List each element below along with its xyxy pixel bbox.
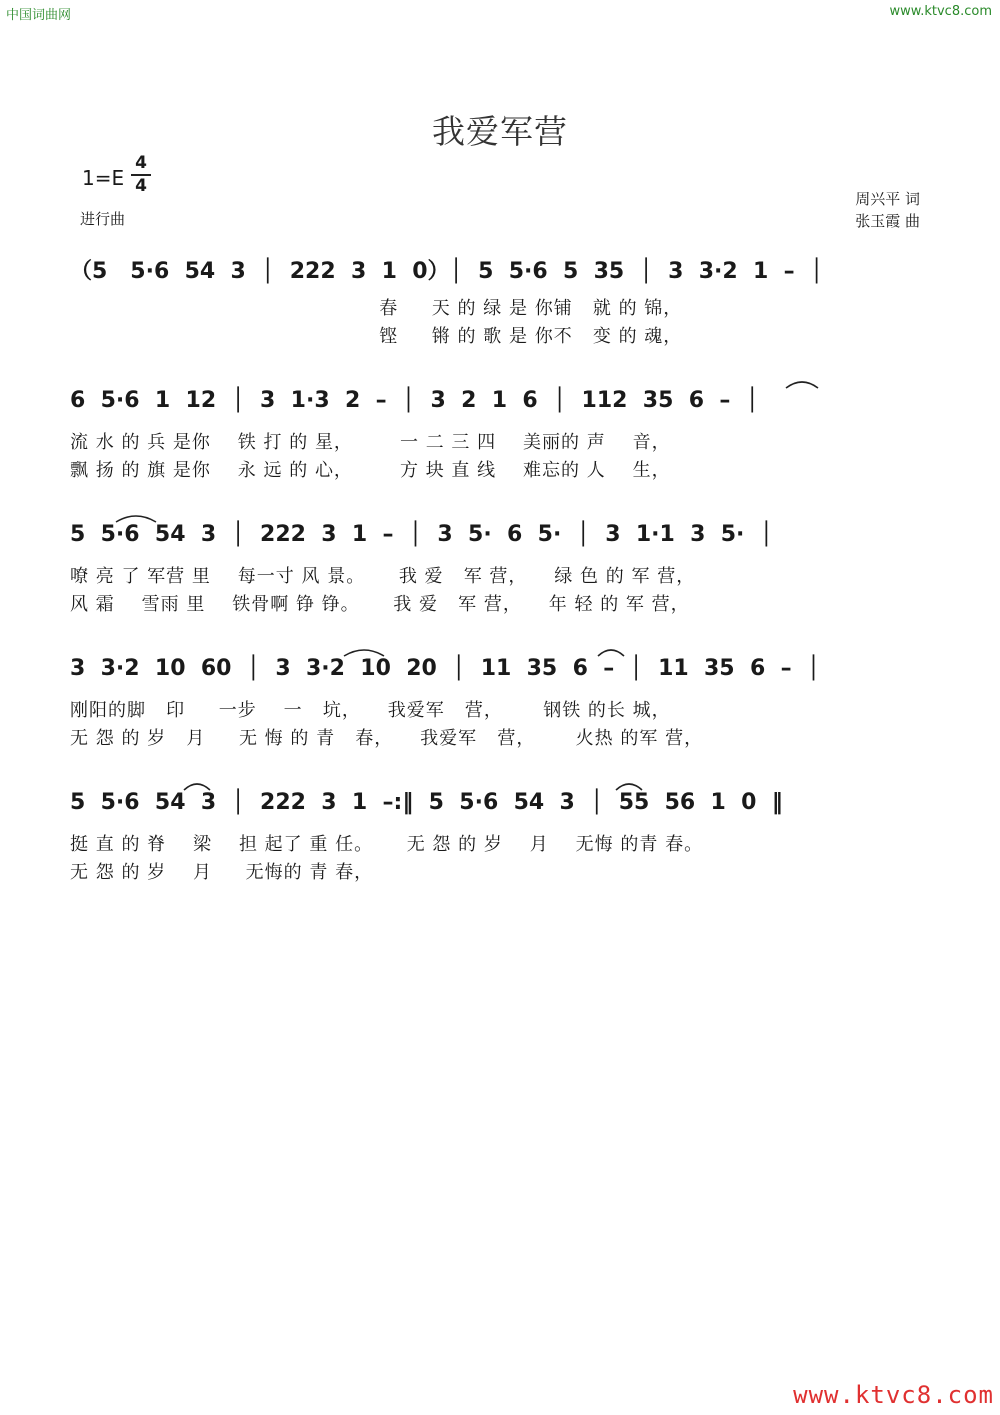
lyrics-verse-2: 铿 锵 的 歌 是 你不 变 的 魂，	[70, 326, 683, 347]
score-row-2	[70, 386, 930, 486]
key-signature: 1=E	[82, 166, 125, 190]
slur-mark	[784, 378, 820, 390]
site-name: 中国词曲网	[6, 8, 72, 23]
time-signature	[131, 154, 151, 196]
composer-credit: 张玉霞 曲	[855, 212, 920, 230]
slur-mark	[114, 512, 158, 524]
lyrics-verse-1: 流 水 的 兵 是你 铁 打 的 星， 一 二 三 四 美丽的 声 音，	[70, 432, 671, 453]
notation-line: 5 5·6 54 3 │ 222 3 1 –:‖ 5 5·6 54 3 │ 55 56 1 0 ‖	[70, 790, 783, 815]
lyrics-verse-1: 嘹 亮 了 军营 里 每一寸 风 景。 我 爱 军 营， 绿 色 的 军 营，	[70, 566, 696, 587]
slur-mark	[342, 646, 386, 658]
lyrics-verse-2: 无 怨 的 岁 月 无悔的 青 春，	[70, 862, 374, 883]
notation-line: 3 3·2 10 60 │ 3 3·2 10 20 │ 11 35 6 – │ 11 35 6 – │	[70, 656, 821, 681]
page-title: 我爱军营	[432, 112, 568, 151]
lyrics-verse-1: 刚阳的脚 印 一步 一 坑， 我爱军 营， 钢铁 的长 城，	[70, 700, 671, 721]
time-signature-bottom: 4	[135, 176, 147, 196]
watermark-url: www.ktvc8.com	[793, 1381, 994, 1409]
score-row-4	[70, 654, 930, 754]
tempo-style: 进行曲	[80, 210, 126, 228]
notation-line: （5 5·6 54 3 │ 222 3 1 0）│ 5 5·6 5 35 │ 3 3·2 1 – │	[70, 259, 824, 284]
score-row-3	[70, 520, 930, 620]
lyrics-verse-2: 无 怨 的 岁 月 无 悔 的 青 春， 我爱军 营， 火热 的军 营，	[70, 728, 704, 749]
lyrics-verse-1: 春 天 的 绿 是 你铺 就 的 锦，	[70, 298, 683, 319]
slur-mark	[596, 646, 626, 658]
lyrics-verse-2: 风 霜 雪雨 里 铁骨啊 铮 铮。 我 爱 军 营， 年 轻 的 军 营，	[70, 594, 690, 615]
lyricist-credit: 周兴平 词	[855, 190, 920, 208]
time-signature-top: 4	[135, 153, 147, 173]
lyrics-verse-1: 挺 直 的 脊 梁 担 起了 重 任。 无 怨 的 岁 月 无悔 的青 春。	[70, 834, 704, 855]
score-row-1	[70, 252, 930, 352]
notation-line: 6 5·6 1 12 │ 3 1·3 2 – │ 3 2 1 6 │ 112 35 6 – │	[70, 388, 759, 413]
slur-mark	[614, 780, 644, 792]
lyrics-verse-2: 飘 扬 的 旗 是你 永 远 的 心， 方 块 直 线 难忘的 人 生，	[70, 460, 671, 481]
score-row-5	[70, 788, 930, 888]
slur-mark	[182, 780, 212, 792]
notation-line: 5 5·6 54 3 │ 222 3 1 – │ 3 5· 6 5· │ 3 1·1 3 5· │	[70, 522, 773, 547]
site-url[interactable]: www.ktvc8.com	[889, 4, 992, 19]
